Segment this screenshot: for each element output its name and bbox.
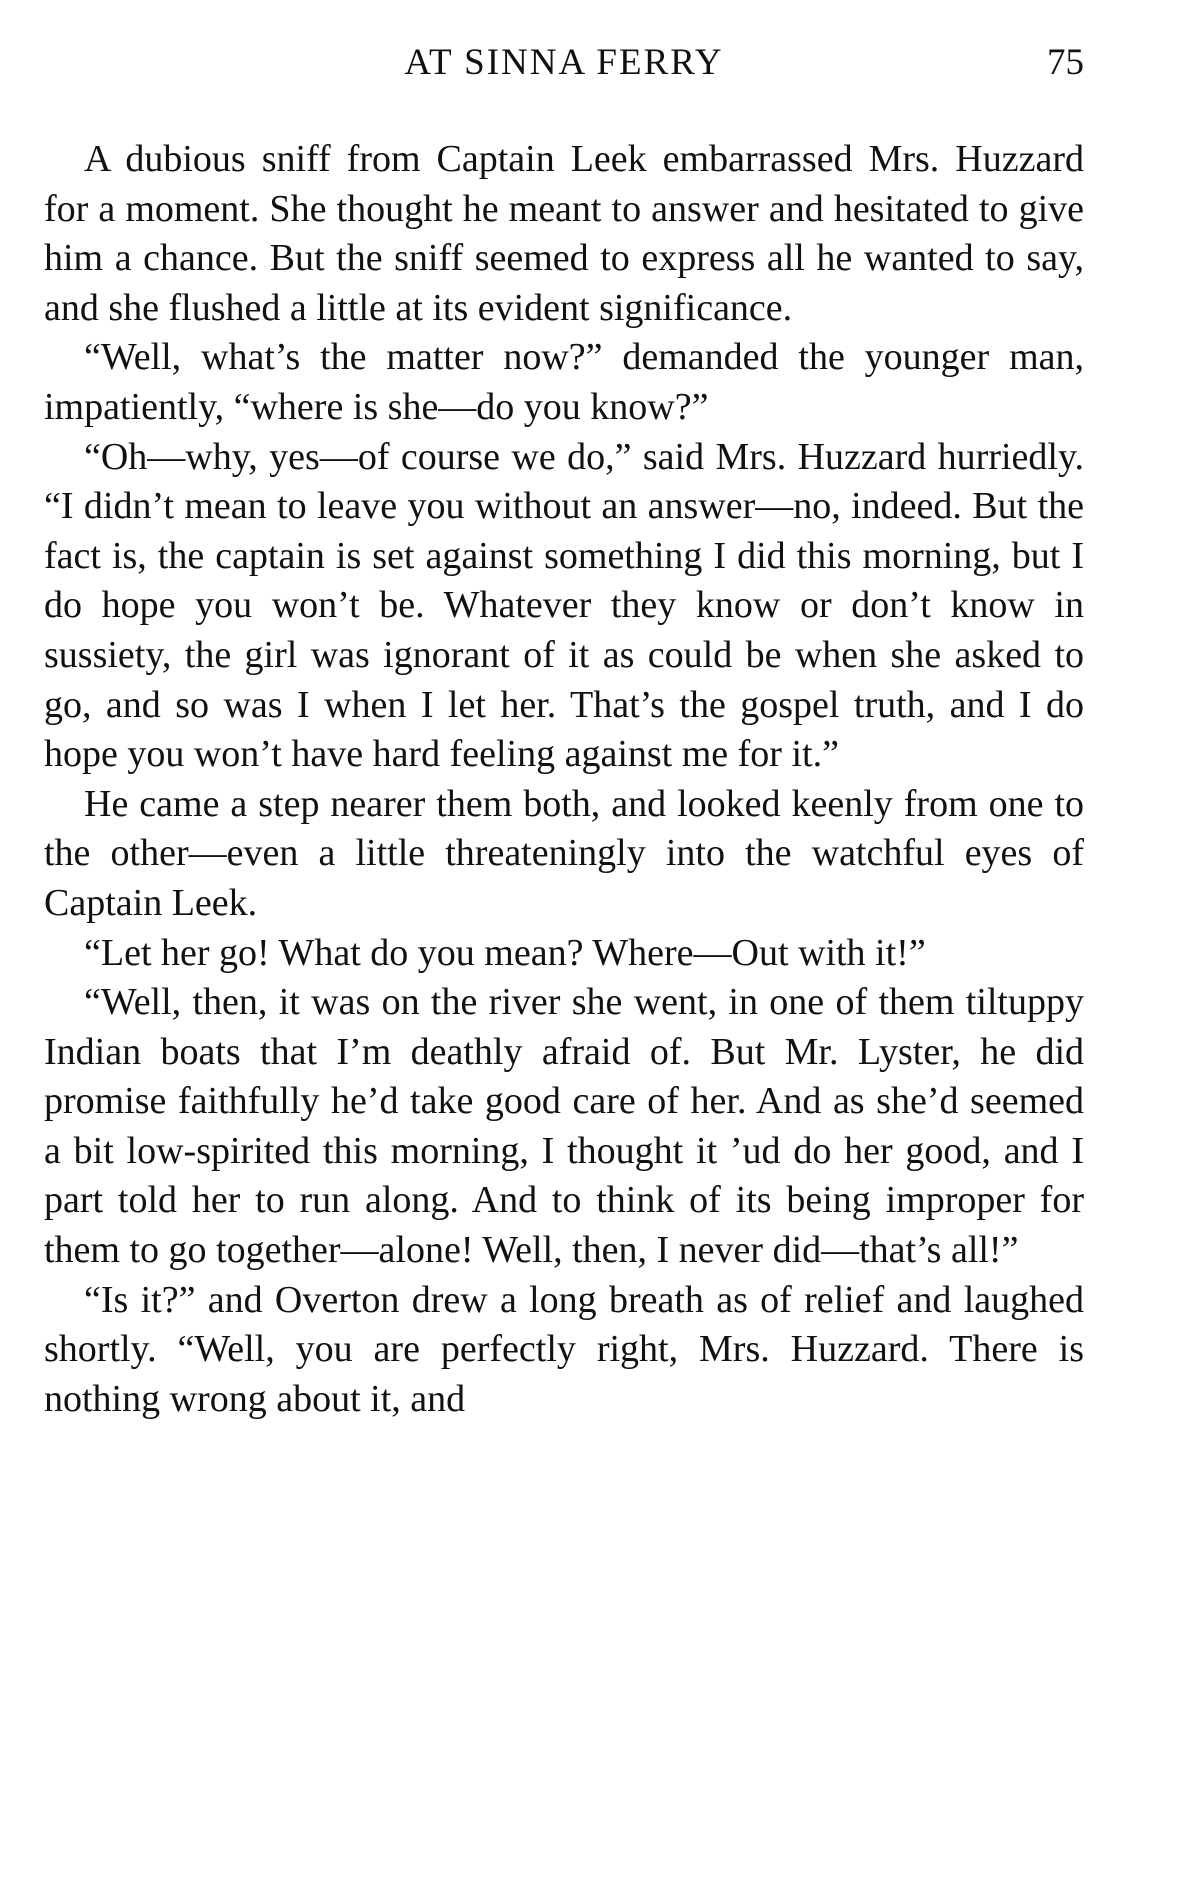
- paragraph: A dubious sniff from Captain Leek embarrassed Mrs. Huzzard for a moment. She thought he meant to answer and hesitated to give him a chance. But the sniff seemed to express all he wanted to say, and she flushed a little at its evident significance.: [44, 138, 1084, 329]
- running-head: [44, 40, 1084, 86]
- paragraph: “Oh—why, yes—of course we do,” said Mrs. Huzzard hurriedly. “I didn’t mean to leave you without an answer—no, indeed. But the fact is, the captain is set against something I did this morning, but I do hope you won’t be. Whatever they know or don’t know in sussiety, the girl was ignorant of it as could be when she asked to go, and so was I when I let her. That’s the gospel truth, and I do hope you won’t have hard feeling against me for it.”: [44, 435, 1084, 776]
- paragraph: “Well, then, it was on the river she went, in one of them tiltuppy Indian boats that I’m deathly afraid of. But Mr. Lyster, he did promise faithfully he’d take good care of her. And as she’d seemed a bit low-spirited this morning, I thought it ’ud do her good, and I part told her to run along. And to think of its being improper for them to go together—alone! Well, then, I never did—that’s all!”: [44, 981, 1084, 1272]
- page-number: 75: [1047, 42, 1084, 83]
- running-title: AT SINNA FERRY: [404, 42, 724, 83]
- paragraph: He came a step nearer them both, and looked keenly from one to the other—even a little threateningly into the watchful eyes of Captain Leek.: [44, 782, 1084, 924]
- body-text: [44, 135, 1084, 1424]
- paragraph: “Let her go! What do you mean? Where—Out with it!”: [84, 931, 926, 974]
- paragraph: “Is it?” and Overton drew a long breath as of relief and laughed shortly. “Well, you are perfectly right, Mrs. Huzzard. There is nothing wrong about it, and: [44, 1278, 1084, 1420]
- paragraph: “Well, what’s the matter now?” demanded the younger man, impatiently, “where is she—do you know?”: [44, 336, 1084, 428]
